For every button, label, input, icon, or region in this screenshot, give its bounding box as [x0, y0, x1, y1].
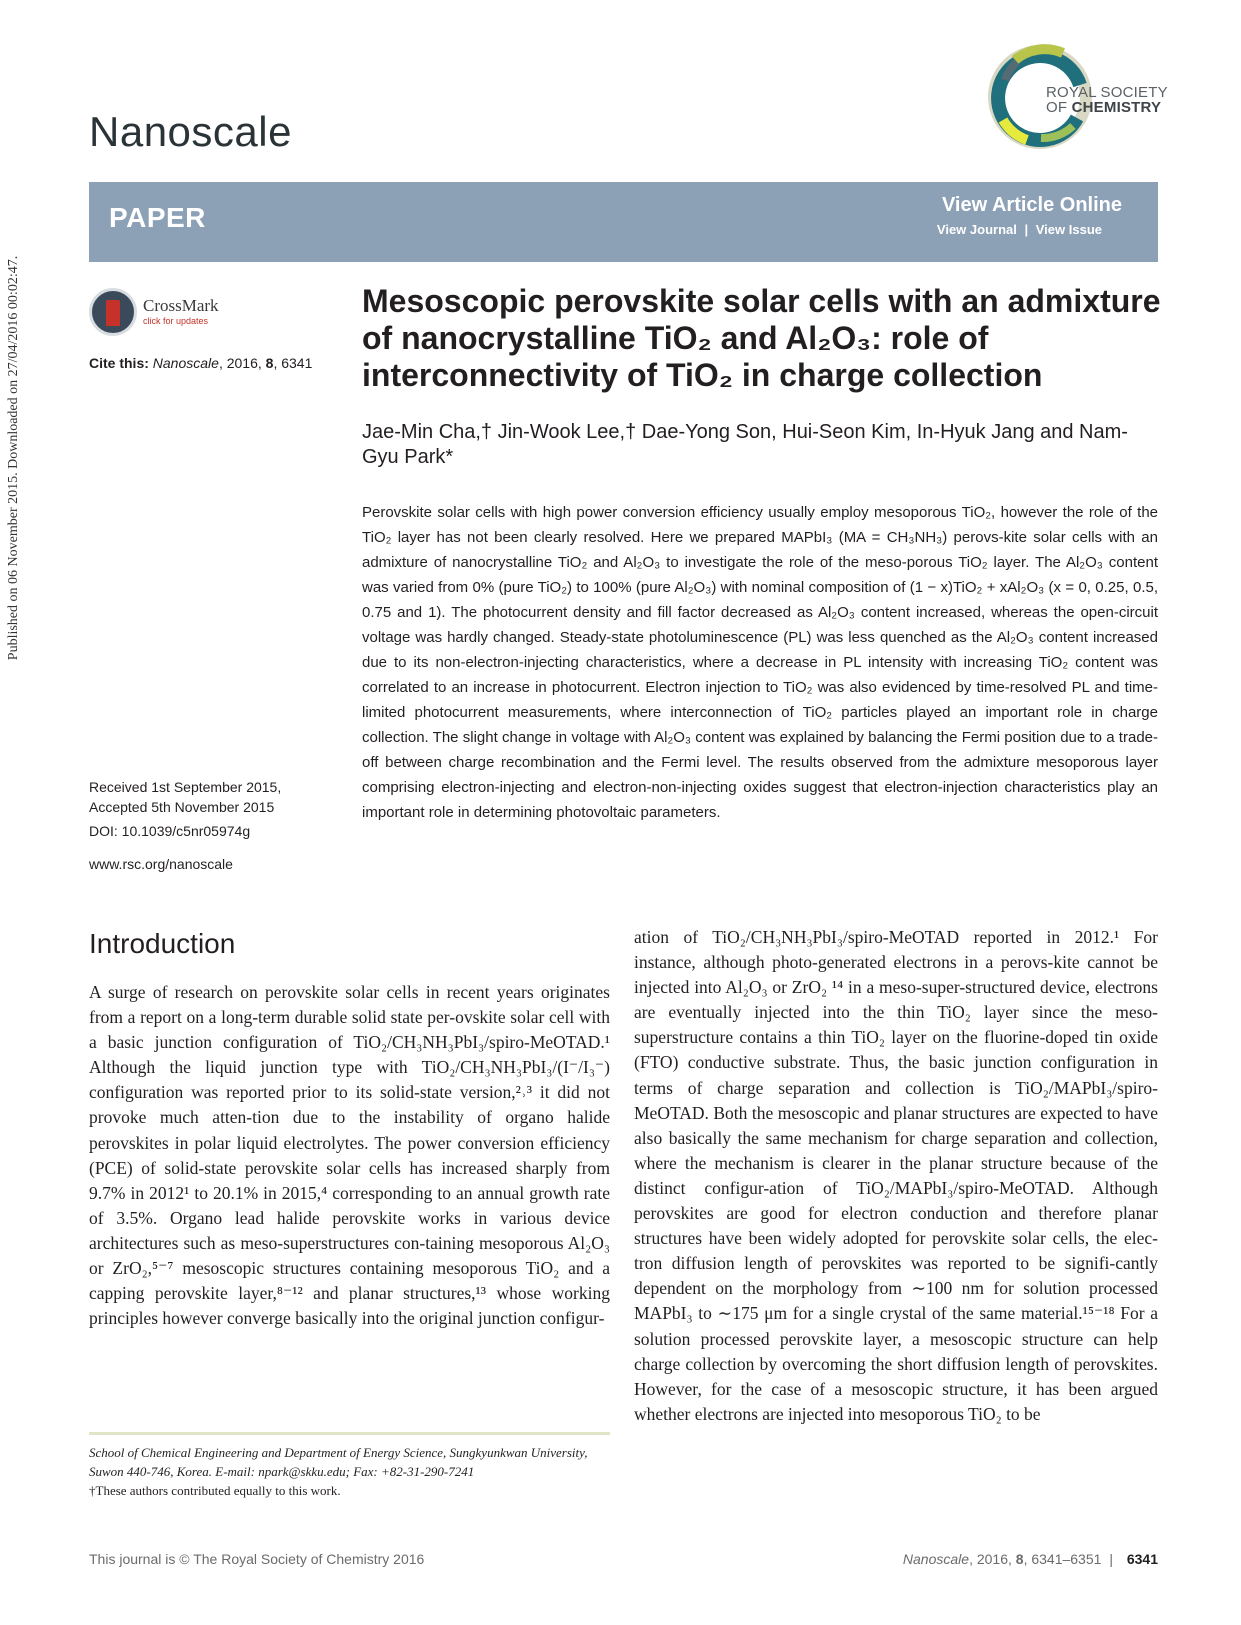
- section-heading: Introduction: [89, 928, 236, 959]
- publication-side-note: Published on 06 November 2015. Downloaded on 27/04/2016 00:02:47.: [6, 255, 21, 661]
- crossmark-sublabel: click for updates: [143, 316, 209, 326]
- view-article-online-link[interactable]: View Article Online: [941, 194, 1122, 216]
- rsc-logo-prefix: OF: [1046, 99, 1072, 116]
- crossmark-label: CrossMark: [143, 296, 219, 315]
- view-links: [937, 222, 1102, 237]
- page-footer: [903, 1551, 1158, 1567]
- article-type-label: PAPER: [109, 202, 206, 233]
- affiliation-footnote: School of Chemical Engineering and Department of Energy Science, Sungkyunkwan University, Suwon 440-746, Korea. E-mail: npark@skku.edu; Fax: +82-31-290-7241: [89, 1445, 588, 1479]
- crossmark-button[interactable]: [89, 288, 239, 338]
- view-journal-link[interactable]: View Journal: [936, 222, 1017, 237]
- citation: [89, 355, 312, 371]
- cite-label: Cite this:: [89, 355, 149, 371]
- abstract: Perovskite solar cells with high power conversion efficiency usually employ mesoporous TiO₂, however the role of the TiO₂ layer has not been clearly resolved. Here we prepared MAPbI₃ (MA = CH₃NH₃) perovs-kite solar cells with an admixture of nanocrystalline TiO₂ and Al₂O₃ to investigate the role of the meso-porous TiO₂ layer. The Al₂O₃ content was varied from 0% (pure TiO₂) to 100% (pure Al₂O₃) with nominal composition of (1 − x)TiO₂ + xAl₂O₃ (x = 0, 0.25, 0.5, 0.75 and 1). The photocurrent density and fill factor decreased as Al₂O₃ content increased, whereas the open-circuit voltage was hardly changed. Steady-state photoluminescence (PL) was less quenched as the Al₂O₃ content increased due to its non-electron-injecting characteristics, where a decrease in PL intensity with increasing TiO₂ content was correlated to an increase in photocurrent. Electron injection to TiO₂ was also evidenced by time-resolved PL and time-limited photocurrent measurements, where interconnection of TiO₂ particles played an important role in charge collection. The slight change in voltage with Al₂O₃ content was explained by balancing the Fermi position due to a trade-off between charge recombination and the Fermi level. The results observed from the admixture mesoporous layer comprising electron-injecting and electron-non-injecting oxides suggest that electron-injection characteristics play an important role in determining photovoltaic parameters.: [362, 504, 1158, 821]
- article-title: Mesoscopic perovskite solar cells with an admixture of nanocrystalline TiO₂ and Al₂O₃: role of interconnectivity of TiO₂ in charge collection: [362, 283, 1161, 393]
- cite-journal: Nanoscale: [152, 355, 219, 371]
- footer-journal: Nanoscale: [902, 1551, 970, 1567]
- cite-volume: 8: [265, 355, 274, 371]
- doi[interactable]: DOI: 10.1039/c5nr05974g: [89, 823, 251, 839]
- link-separator: |: [1024, 222, 1029, 237]
- body-text-right-column: ation of TiO₂/CH₃NH₃PbI₃/spiro-MeOTAD reported in 2012.¹ For instance, although photo-generated electrons in a perovs-kite cannot be injected into Al₂O₃ or ZrO₂ ¹⁴ in a meso-super-structured device, electrons are eventually injected into the thin TiO₂ layer since the meso-superstructure contains a thin TiO₂ layer on the fluorine-doped tin oxide (FTO) conductive substrate. Thus, the basic junction configuration in terms of charge separation and collection is TiO₂/MAPbI₃/spiro-MeOTAD. Both the mesoscopic and planar structures are expected to have also basically the same mechanism for charge separation and collection, where the mechanism is clearer in the planar structure because of the distinct configur-ation of TiO₂/MAPbI₃/spiro-MeOTAD. Although perovskites are good for electron conduction and therefore planar structures have been widely adopted for perovskite solar cells, the elec-tron diffusion length of perovskites was reported to be signifi-cantly dependent on the morphology from ∼100 nm for solution processed MAPbI₃ to ∼175 μm for a single crystal of the same material.¹⁵⁻¹⁸ For a solution processed perovskite layer, a mesoscopic structure can help charge collection by overcoming the short diffusion length of perovskites. However, for the case of a mesoscopic structure, it has been argued whether electrons are injected into mesoporous TiO₂ to be: [634, 927, 1158, 1424]
- footer-pages: , 6341–6351: [1023, 1551, 1102, 1567]
- footer-year: , 2016,: [969, 1551, 1016, 1567]
- article-type-banner: [89, 182, 1158, 262]
- journal-title: Nanoscale: [89, 108, 292, 155]
- footer-volume: 8: [1015, 1551, 1024, 1567]
- journal-url-link[interactable]: www.rsc.org/nanoscale: [89, 856, 233, 872]
- page-number: 6341: [1126, 1551, 1158, 1567]
- rsc-logo-line1: ROYAL SOCIETY: [1046, 84, 1168, 101]
- crossmark-icon: [89, 288, 137, 336]
- cite-year: , 2016,: [218, 355, 266, 371]
- footnote-divider: [89, 1432, 610, 1435]
- author-list: Jae-Min Cha,† Jin-Wook Lee,† Dae-Yong Son, Hui-Seon Kim, In-Hyuk Jang and Nam-Gyu Park*: [362, 421, 1128, 468]
- rsc-logo-line2: [1046, 100, 1168, 115]
- body-text-left-column: A surge of research on perovskite solar cells in recent years originates from a report on a long-term durable solid state per-ovskite solar cell with a basic junction configuration of TiO₂/CH₃NH₃PbI₃/spiro-MeOTAD.¹ Although the liquid junction type with TiO₂/CH₃NH₃PbI₃/(I⁻/I₃⁻) configuration was reported prior to its solid-state version,²˒³ it did not provoke much atten-tion due to the instability of organo halide perovskites in polar liquid electrolytes. The power conversion efficiency (PCE) of solid-state perovskite solar cells has increased sharply from 9.7% in 2012¹ to 20.1% in 2015,⁴ corresponding to an annual growth rate of 3.5%. Organo lead halide perovskite works in various device architectures such as meso-superstructures con-taining mesoporous Al₂O₃ or ZrO₂,⁵⁻⁷ mesoscopic structures containing mesoporous TiO₂ and a capping perovskite layer,⁸⁻¹² and planar structures,¹³ whose working principles however converge basically into the original junction configur-: [89, 982, 610, 1329]
- cite-page: , 6341: [273, 355, 313, 371]
- copyright-footer: This journal is © The Royal Society of Chemistry 2016: [89, 1551, 425, 1567]
- received-dates: [89, 777, 281, 817]
- equal-contribution-footnote: †These authors contributed equally to this work.: [89, 1483, 341, 1498]
- footer-separator: |: [1109, 1551, 1113, 1567]
- received-date: Received 1st September 2015,: [89, 779, 282, 795]
- rsc-logo-chemistry: CHEMISTRY: [1071, 99, 1162, 116]
- rsc-logo-text: [1046, 85, 1168, 115]
- footnotes: [89, 1443, 610, 1500]
- view-issue-link[interactable]: View Issue: [1035, 222, 1102, 237]
- accepted-date: Accepted 5th November 2015: [89, 799, 275, 815]
